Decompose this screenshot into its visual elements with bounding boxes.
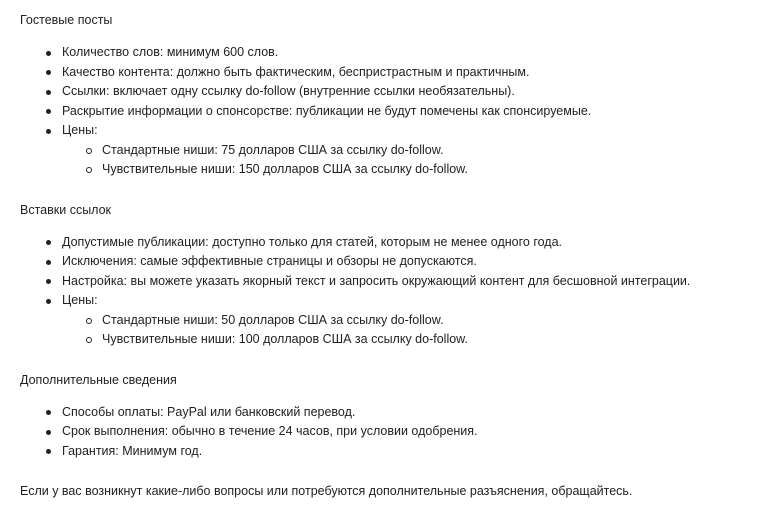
list-item-text: Исключения: самые эффективные страницы и обзоры не допускаются. [62, 254, 477, 268]
section-heading: Вставки ссылок [20, 202, 112, 217]
closing-paragraph: Если у вас возникнут какие-либо вопросы или потребуются дополнительные разъяснения, обращайтесь. [20, 484, 633, 498]
section-heading: Гостевые посты [20, 13, 113, 27]
bullet-icon [46, 299, 51, 304]
circle-bullet-icon [86, 318, 92, 324]
list-item [20, 43, 750, 63]
bullet-list [20, 233, 750, 350]
list-item-text: Раскрытие информации о спонсорстве: публикации не будут помечены как спонсируемые. [62, 103, 592, 118]
list-item-text: Цены: [62, 293, 98, 307]
list-item [20, 233, 750, 253]
circle-bullet-icon [86, 167, 92, 173]
list-item-text: Гарантия: Минимум год. [62, 443, 203, 458]
bullet-icon [46, 70, 51, 75]
list-item [20, 422, 750, 442]
list-item-text: Ссылки: включает одну ссылку do-follow (внутренние ссылки необязательны). [62, 84, 515, 98]
bullet-icon [46, 240, 51, 245]
sub-list-item [20, 160, 750, 180]
list-item [20, 252, 750, 272]
bullet-icon [46, 90, 51, 95]
list-item-text: Срок выполнения: обычно в течение 24 часов, при условии одобрения. [62, 424, 478, 438]
section-heading: Дополнительные сведения [20, 372, 177, 387]
list-item-text: Цены: [62, 123, 98, 137]
section-additional-info [20, 370, 750, 462]
list-item-text: Количество слов: минимум 600 слов. [62, 45, 279, 59]
bullet-icon [46, 109, 51, 114]
circle-bullet-icon [86, 148, 92, 154]
list-item [20, 403, 750, 423]
sub-list-item-text: Чувствительные ниши: 150 долларов США за ссылку do-follow. [102, 162, 468, 176]
sub-list [62, 311, 750, 350]
circle-bullet-icon [86, 337, 92, 343]
bullet-icon [46, 410, 51, 415]
list-item-text: Способы оплаты: PayPal или банковский перевод. [62, 404, 356, 419]
bullet-list [20, 403, 750, 462]
list-item [20, 63, 750, 83]
bullet-icon [46, 430, 51, 435]
sub-list-item-text: Стандартные ниши: 75 долларов США за ссылку do-follow. [102, 142, 444, 157]
document-body [20, 10, 750, 501]
list-item [20, 272, 750, 292]
bullet-list [20, 43, 750, 180]
bullet-icon [46, 449, 51, 454]
bullet-icon [46, 279, 51, 284]
bullet-icon [46, 51, 51, 56]
list-item [20, 82, 750, 102]
sub-list-item [20, 311, 750, 331]
sub-list-item [20, 330, 750, 350]
section-guest-posts [20, 10, 750, 180]
list-item-text: Допустимые публикации: доступно только для статей, которым не менее одного года. [62, 234, 563, 249]
section-link-inserts [20, 200, 750, 350]
list-item-text: Настройка: вы можете указать якорный текст и запросить окружающий контент для бесшовной интеграции. [62, 273, 691, 288]
list-item-text: Качество контента: должно быть фактическим, беспристрастным и практичным. [62, 64, 530, 79]
bullet-icon [46, 260, 51, 265]
list-item [20, 102, 750, 122]
list-item [20, 121, 750, 180]
sub-list-item [20, 141, 750, 161]
sub-list [62, 141, 750, 180]
bullet-icon [46, 129, 51, 134]
list-item [20, 442, 750, 462]
sub-list-item-text: Стандартные ниши: 50 долларов США за ссылку do-follow. [102, 312, 444, 327]
sub-list-item-text: Чувствительные ниши: 100 долларов США за ссылку do-follow. [102, 332, 468, 346]
list-item [20, 291, 750, 350]
